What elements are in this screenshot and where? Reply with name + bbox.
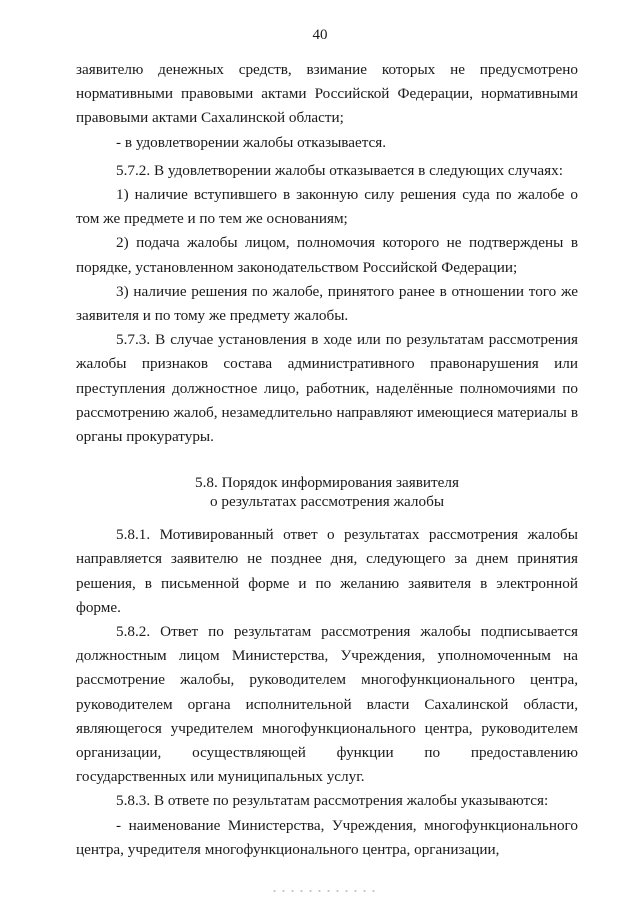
paragraph: 3) наличие решения по жалобе, принятого ранее в отношении того же заявителя и по тому же предмету жалобы.	[76, 282, 578, 325]
page-number: 40	[312, 27, 328, 43]
section-heading	[76, 473, 578, 511]
paragraph: 5.7.2. В удовлетворении жалобы отказывается в следующих случаях:	[116, 161, 563, 179]
paragraph: 1) наличие вступившего в законную силу решения суда по жалобе о том же предмете и по тем же основаниям;	[76, 186, 578, 228]
paragraph: 5.8.3. В ответе по результатам рассмотрения жалобы указываются:	[116, 792, 549, 810]
paragraph: - наименование Министерства, Учреждения, многофункционального центра, учредителя многофункционального центра, организации,	[76, 816, 578, 858]
document-body	[76, 58, 578, 862]
scan-artifact	[270, 888, 380, 894]
paragraph: - в удовлетворении жалобы отказывается.	[116, 133, 387, 151]
section-heading-line-2: о результатах рассмотрения жалобы	[209, 493, 445, 511]
paragraph: 2) подача жалобы лицом, полномочия которого не подтверждены в порядке, установленном законодательством Российской Федерации;	[76, 234, 578, 276]
section-heading-line-1: 5.8. Порядок информирования заявителя	[195, 474, 459, 492]
paragraph: заявителю денежных средств, взимание которых не предусмотрено нормативными правовыми актами Российской Федерации, нормативными правовыми актами Сахалинской области;	[76, 61, 578, 127]
paragraph: 5.8.1. Мотивированный ответ о результатах рассмотрения жалобы направляется заявителю не позднее дня, следующего за днем принятия решения, в письменной форме и по желанию заявителя в электронной форме.	[76, 526, 578, 616]
paragraph: 5.7.3. В случае установления в ходе или по результатам рассмотрения жалобы признаков состава административного правонарушения или преступления должностное лицо, работник, наделённые полномочиями по рассмотрению жалоб, незамедлительно направляют имеющиеся материалы в органы прокуратуры.	[76, 331, 578, 446]
paragraph: 5.8.2. Ответ по результатам рассмотрения жалобы подписывается должностным лицом Министерства, Учреждения, уполномоченным на рассмотрение жалобы, руководителем многофункционального центра, руководителем органа исполнительной власти Сахалинской области, являющегося учредителем многофункционального центра, руководителем организации, осуществляющей функции по предоставлению государственных или муниципальных услуг.	[76, 623, 578, 786]
